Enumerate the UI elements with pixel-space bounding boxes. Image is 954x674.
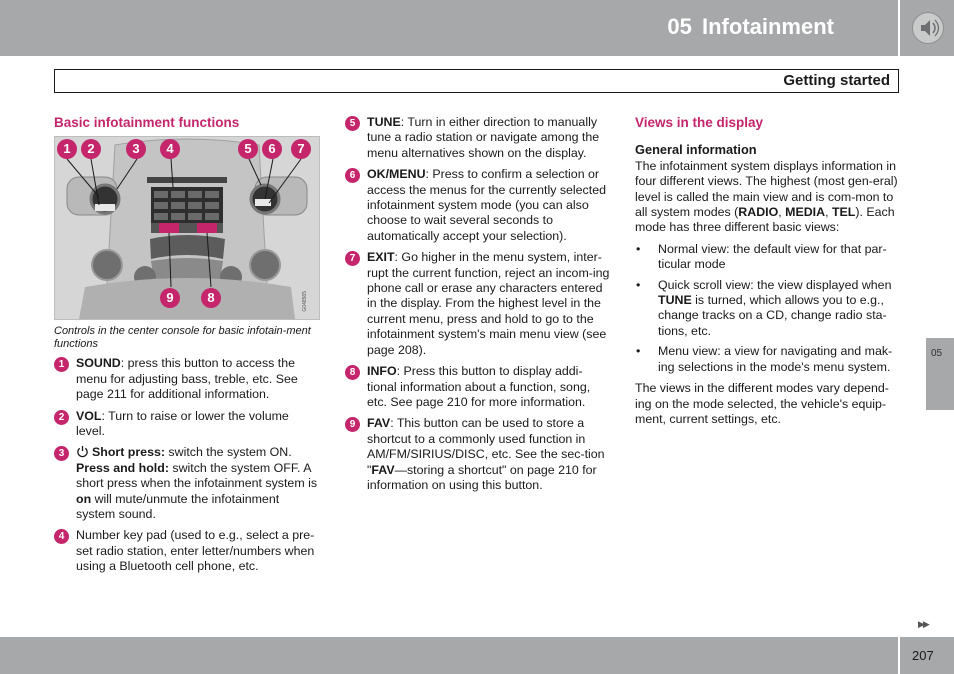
mode-radio: RADIO [738,205,779,220]
list-item: • Normal view: the default view for that par-ticular mode [635,242,900,273]
callout-3: 3 [126,139,146,159]
console-figure [54,136,320,320]
item-term: VOL [76,408,102,423]
item-text: : This button can be used to store a shortcut to a commonly used function in AM/FM/SIRIUS/DISC, etc. See the sec-tion " [367,416,605,477]
figure-code: G048565 [301,290,308,312]
item-term: INFO [367,364,397,379]
fav-ref-term: FAV [371,462,395,477]
item-text: : Press to confirm a selection or access the menus for the currently selected infotainment system mode (you can also choose to wait several seconds to automatically accept your selection). [367,167,606,243]
item-number: 8 [345,365,360,380]
subheading-general: General information [635,142,757,158]
callout-6: 6 [262,139,282,159]
page-number-box [900,637,954,674]
item-term: EXIT [367,250,395,265]
intro-paragraph [635,159,900,236]
list-item: • Menu view: a view for navigating and mak-ing selections in the mode's menu system. [635,344,900,375]
views-list [635,242,900,375]
separator: , [825,205,832,220]
fav-ref-text: —storing a shortcut" on page 210 for information on using this button. [367,462,597,492]
console-illustration [55,137,319,319]
item-number: 1 [54,357,69,372]
callout-9: 9 [160,288,180,308]
item-number: 9 [345,417,360,432]
item-text: : Go higher in the menu system, inter-rupt the current function, reject an incom-ing phone call or erase any characters entered in the display. From the highest level in the current menu, press and hold to go to the infotainment system's main menu view (see page 208). [367,250,610,357]
item-text: : Press this button to display addi-tional information about a function, song, etc. See page 210 for more information. [367,364,591,409]
mode-tel: TEL [831,205,856,220]
separator: , [778,205,786,220]
list-item [54,356,320,402]
item-term: TUNE [367,115,401,129]
press-hold-text: switch the system OFF. A short press when the infotainment system is [76,460,318,491]
heading-basic-functions: Basic infotainment functions [54,115,240,130]
item-number: 3 [54,446,69,461]
side-tab-label: 05 [931,348,943,359]
short-press-label: Short press: [92,445,165,460]
press-hold-tail: will mute/unmute the infotainment system sound. [76,491,280,522]
intro-text: The infotainment system displays information in four different views. The highest (most gen-eral) level is called the main view and is com-mon to all system modes ( [635,158,898,220]
callout-2: 2 [81,139,101,159]
list-item [345,416,610,493]
item-text: : Turn to raise or lower the volume level. [76,408,289,439]
column-2 [345,115,610,499]
callout-8: 8 [201,288,221,308]
item-term: FAV [367,416,391,431]
item-text: Number key pad (used to e.g., select a pre-set radio station, enter letter/numbers when using a Bluetooth cell phone, etc. [76,528,315,574]
list-item [54,409,320,440]
list-item [54,528,320,574]
section-title: Getting started [783,72,890,89]
item-number: 6 [345,168,360,183]
item-number: 7 [345,251,360,266]
bullet-term: TUNE [658,293,692,308]
on-word: on [76,491,92,506]
chapter-icon-box [900,0,954,56]
figure-caption: Controls in the center console for basic infotain-ment functions [54,325,311,351]
power-icon [76,445,89,458]
chapter-side-tab [926,338,954,410]
double-arrow-right-icon: ▶▶ [918,619,928,629]
chapter-name: Infotainment [702,14,834,39]
bullet-text: Quick scroll view: the view displayed when [658,277,892,292]
section-bar [54,69,899,93]
page-number: 207 [912,648,934,663]
column-3 [635,115,900,432]
column-1 [54,115,320,581]
list-item [54,445,320,522]
list-item [345,250,610,358]
list-item [635,278,900,340]
press-hold-label: Press and hold: [76,460,169,475]
item-text: : press this button to access the menu for adjusting bass, treble, etc. See page 211 for additional information. [76,356,298,402]
header-bar [0,0,898,56]
speaker-icon [912,12,944,44]
item-number: 2 [54,410,69,425]
list-item [345,364,610,410]
chapter-title [663,14,834,40]
intro-text-end: ). Each mode has three different basic views: [635,205,895,235]
chapter-number: 05 [667,14,692,39]
bullet-text-end: is turned, which allows you to e.g., change tracks on a CD, change radio sta-tions, etc. [658,293,887,338]
mode-media: MEDIA [785,205,826,220]
item-text: : Turn in either direction to manually tune a radio station or navigate among the menu alternatives shown on the display. [367,115,600,160]
list-item [345,115,610,161]
footer-bar [0,637,898,674]
item-number: 4 [54,529,69,544]
callout-5: 5 [238,139,258,159]
callout-7: 7 [291,139,311,159]
item-term: OK/MENU [367,167,426,182]
short-press-text: switch the system ON. [164,445,292,460]
heading-views: Views in the display [635,115,764,130]
item-term: SOUND [76,356,121,371]
callout-1: 1 [57,139,77,159]
outro-paragraph: The views in the different modes vary depend-ing on the mode selected, the vehicle's equip-ment, current settings, etc. [635,381,889,426]
callout-4: 4 [160,139,180,159]
list-item [345,167,610,244]
item-number: 5 [345,116,360,131]
